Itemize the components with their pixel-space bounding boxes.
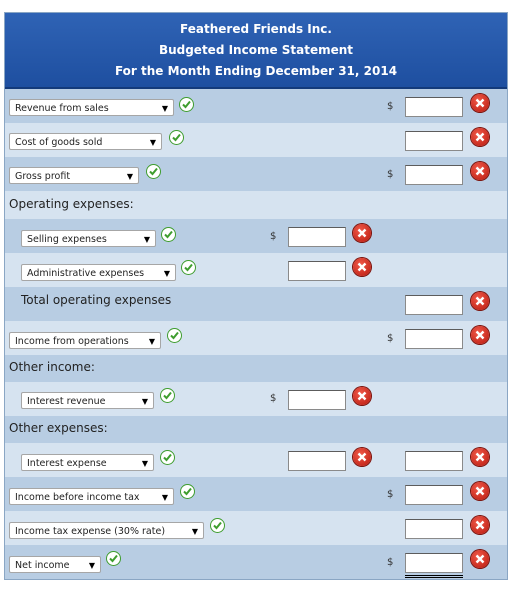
currency-symbol: $	[387, 333, 394, 344]
statement-title: Budgeted Income Statement	[158, 43, 354, 57]
revenue-amount-input[interactable]	[405, 97, 463, 117]
total-operating-expenses-label: Total operating expenses	[21, 293, 172, 307]
administrative-expenses-select-label: Administrative expenses	[27, 268, 145, 279]
row-net-income	[5, 545, 507, 579]
x-circle-icon	[471, 326, 489, 344]
net-income-amount-input[interactable]	[405, 553, 463, 573]
currency-symbol: $	[387, 557, 394, 568]
income-statement-form	[4, 12, 508, 580]
row-selling-expenses	[5, 219, 507, 253]
cogs-select-label: Cost of goods sold	[15, 137, 103, 148]
triangle-down-icon: ▼	[191, 527, 198, 536]
revenue-select-label: Revenue from sales	[15, 103, 109, 114]
selling-expenses-select-label: Selling expenses	[27, 234, 107, 245]
x-circle-icon	[471, 482, 489, 500]
check-circle-icon	[160, 388, 175, 403]
administrative-expenses-amount-input[interactable]	[288, 261, 346, 281]
x-circle-icon	[353, 258, 371, 276]
x-circle-icon	[353, 448, 371, 466]
row-interest-expense	[5, 443, 507, 477]
check-circle-icon	[180, 484, 195, 499]
interest-revenue-amount-input[interactable]	[288, 390, 346, 410]
triangle-down-icon: ▼	[88, 561, 95, 570]
income-tax-expense-amount-input[interactable]	[405, 519, 463, 539]
income-from-operations-select[interactable]	[9, 332, 161, 349]
income-from-operations-select-label: Income from operations	[15, 336, 129, 347]
interest-revenue-select[interactable]	[21, 392, 154, 409]
row-total-operating-expenses	[5, 287, 507, 321]
cogs-amount-input[interactable]	[405, 131, 463, 151]
triangle-down-icon: ▼	[163, 269, 170, 278]
check-circle-icon	[106, 551, 121, 566]
net-income-select[interactable]	[9, 556, 101, 573]
other-expenses-heading: Other expenses:	[9, 421, 108, 435]
triangle-down-icon: ▼	[149, 138, 156, 147]
company-name: Feathered Friends Inc.	[180, 22, 332, 36]
selling-expenses-amount-input[interactable]	[288, 227, 346, 247]
income-before-tax-select-label: Income before income tax	[15, 492, 140, 503]
x-circle-icon	[471, 550, 489, 568]
x-circle-icon	[471, 162, 489, 180]
x-circle-icon	[471, 94, 489, 112]
triangle-down-icon: ▼	[143, 235, 150, 244]
statement-header	[5, 13, 507, 89]
triangle-down-icon: ▼	[126, 172, 133, 181]
revenue-select[interactable]	[9, 99, 174, 116]
row-interest-revenue	[5, 382, 507, 416]
interest-revenue-select-label: Interest revenue	[27, 396, 106, 407]
currency-symbol: $	[270, 393, 277, 404]
check-circle-icon	[179, 97, 194, 112]
administrative-expenses-select[interactable]	[21, 264, 176, 281]
x-circle-icon	[471, 448, 489, 466]
x-circle-icon	[353, 387, 371, 405]
triangle-down-icon: ▼	[141, 397, 148, 406]
check-circle-icon	[210, 518, 225, 533]
row-administrative-expenses	[5, 253, 507, 287]
row-income-from-operations	[5, 321, 507, 355]
row-income-before-tax	[5, 477, 507, 511]
row-gross-profit	[5, 157, 507, 191]
triangle-down-icon: ▼	[141, 459, 148, 468]
income-before-tax-amount-input[interactable]	[405, 485, 463, 505]
check-circle-icon	[161, 227, 176, 242]
total-operating-expenses-amount-input[interactable]	[405, 295, 463, 315]
gross-profit-select[interactable]	[9, 167, 139, 184]
row-other-expenses-heading	[5, 416, 507, 443]
row-income-tax-expense	[5, 511, 507, 545]
row-operating-expenses-heading	[5, 191, 507, 219]
x-circle-icon	[353, 224, 371, 242]
row-revenue	[5, 89, 507, 123]
x-circle-icon	[471, 516, 489, 534]
row-other-income-heading	[5, 355, 507, 382]
x-circle-icon	[471, 128, 489, 146]
currency-symbol: $	[387, 489, 394, 500]
interest-expense-amount-input[interactable]	[288, 451, 346, 471]
operating-expenses-heading: Operating expenses:	[9, 197, 134, 211]
gross-profit-select-label: Gross profit	[15, 171, 71, 182]
currency-symbol: $	[270, 231, 277, 242]
check-circle-icon	[167, 328, 182, 343]
income-from-operations-amount-input[interactable]	[405, 329, 463, 349]
x-circle-icon	[471, 292, 489, 310]
check-circle-icon	[146, 164, 161, 179]
double-underline	[405, 575, 463, 578]
currency-symbol: $	[387, 101, 394, 112]
net-income-select-label: Net income	[15, 560, 70, 571]
selling-expenses-select[interactable]	[21, 230, 156, 247]
interest-expense-select-label: Interest expense	[27, 458, 107, 469]
row-cogs	[5, 123, 507, 157]
income-before-tax-select[interactable]	[9, 488, 174, 505]
check-circle-icon	[169, 130, 184, 145]
check-circle-icon	[181, 260, 196, 275]
check-circle-icon	[160, 450, 175, 465]
triangle-down-icon: ▼	[161, 104, 168, 113]
income-tax-expense-select[interactable]	[9, 522, 204, 539]
other-income-heading: Other income:	[9, 360, 95, 374]
cogs-select[interactable]	[9, 133, 162, 150]
income-tax-expense-select-label: Income tax expense (30% rate)	[15, 526, 166, 537]
triangle-down-icon: ▼	[148, 337, 155, 346]
triangle-down-icon: ▼	[161, 493, 168, 502]
interest-expense-select[interactable]	[21, 454, 154, 471]
interest-expense-total-input[interactable]	[405, 451, 463, 471]
gross-profit-amount-input[interactable]	[405, 165, 463, 185]
statement-period: For the Month Ending December 31, 2014	[114, 64, 398, 78]
currency-symbol: $	[387, 169, 394, 180]
